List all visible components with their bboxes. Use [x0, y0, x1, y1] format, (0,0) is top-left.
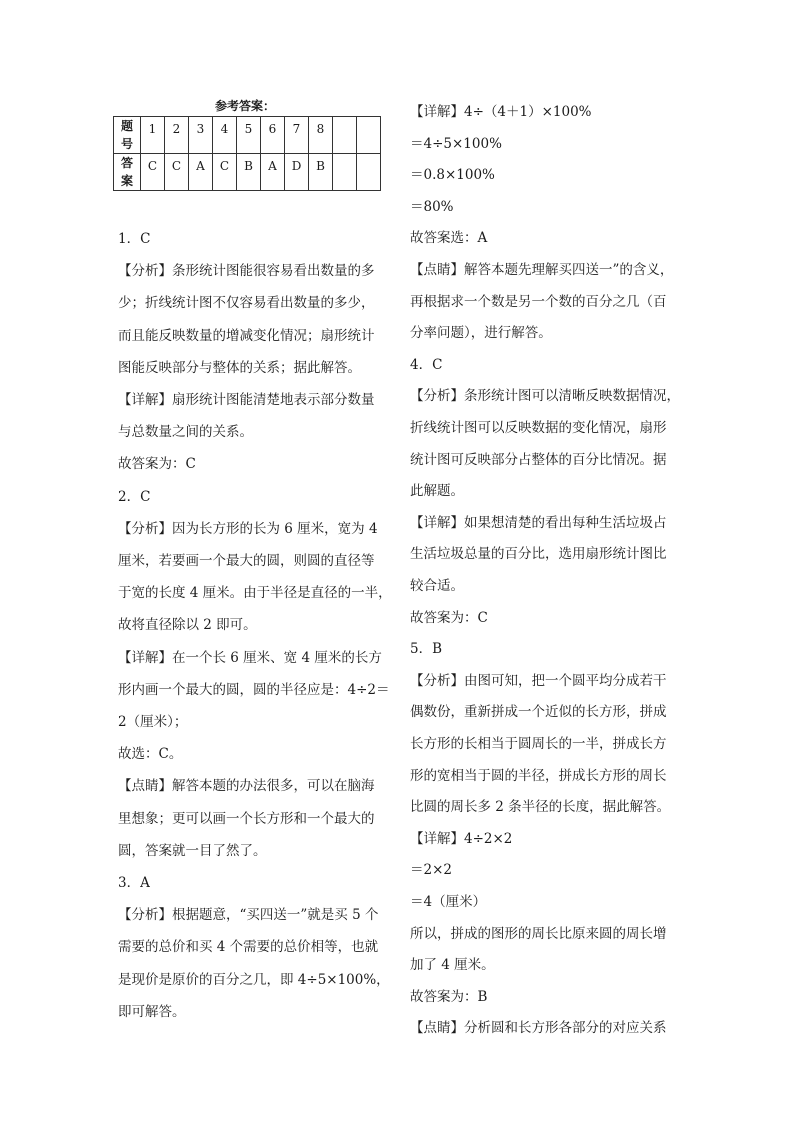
text-line: 故答案为：C	[118, 456, 196, 473]
text-line: 折线统计图可以反映数据的变化情况，扇形	[410, 420, 667, 436]
answer-cell: C	[141, 154, 165, 191]
text-line: 故将直径除以 2 即可。	[118, 617, 257, 634]
text-line: 加了 4 厘米。	[410, 957, 495, 974]
text-line: 故选：C。	[118, 746, 183, 763]
text-line: 【分析】根据题意，“买四送一”就是买 5 个	[118, 907, 379, 924]
answer-cell: C	[213, 154, 237, 191]
answer-cell: A	[189, 154, 213, 191]
text-line: 【详解】4÷2×2	[410, 830, 513, 847]
text-line: 1．C	[118, 231, 151, 247]
text-line: 【详解】扇形统计图能清楚地表示部分数量	[118, 392, 375, 408]
answer-table	[113, 116, 381, 191]
question-number: 7	[285, 117, 309, 154]
text-line: 生活垃圾总量的百分比，选用扇形统计图比	[410, 546, 667, 563]
text-line: 【详解】4÷（4＋1）×100%	[410, 104, 592, 120]
text-line: 【分析】条形统计图可以清晰反映数据情况，	[410, 388, 680, 405]
text-line: ＝4÷5×100%	[410, 135, 502, 152]
text-line: 少；折线统计图不仅容易看出数量的多少，	[118, 295, 375, 312]
text-line: 故答案为：B	[410, 988, 488, 1005]
text-line: ＝4（厘米）	[410, 894, 487, 910]
answer-cell: A	[261, 154, 285, 191]
text-line: 图能反映部分与整体的关系；据此解答。	[118, 359, 361, 376]
question-number	[333, 117, 357, 154]
text-line: 再根据求一个数是另一个数的百分之几（百	[410, 293, 667, 310]
text-line: 【分析】条形统计图能很容易看出数量的多	[118, 263, 375, 280]
question-number: 8	[309, 117, 333, 154]
question-number: 5	[237, 117, 261, 154]
answer-cell: D	[285, 154, 309, 191]
text-line: 即可解答。	[118, 1003, 186, 1020]
question-number-header: 题 号	[114, 117, 141, 154]
text-line: 2．C	[118, 488, 151, 505]
question-number: 1	[141, 117, 165, 154]
text-line: 与总数量之间的关系。	[118, 424, 253, 441]
text-line: 3．A	[118, 875, 150, 891]
text-line: 比圆的周长多 2 条半径的长度，据此解答。	[410, 799, 671, 816]
question-number: 6	[261, 117, 285, 154]
text-line: 故答案选：A	[410, 230, 488, 247]
text-line: 5．B	[410, 641, 443, 658]
answer-cell: C	[165, 154, 189, 191]
answer-row	[114, 154, 381, 191]
question-number-row	[114, 117, 381, 154]
text-line: 偶数份，重新拼成一个近似的长方形，拼成	[410, 704, 667, 721]
answer-cell: B	[309, 154, 333, 191]
text-line: 【详解】在一个长 6 厘米、宽 4 厘米的长方	[118, 649, 382, 666]
text-line: 于宽的长度 4 厘米。由于半径是直径的一半，	[118, 585, 392, 602]
answer-header: 答 案	[114, 154, 141, 191]
question-number	[357, 117, 381, 154]
text-line: 长方形的长相当于圆周长的一半，拼成长方	[410, 736, 667, 752]
text-line: 【点睛】解答本题的办法很多，可以在脑海	[118, 778, 375, 795]
text-line: 需要的总价和买 4 个需要的总价相等，也就	[118, 939, 379, 956]
text-line: 是现价是原价的百分之几，即 4÷5×100%，	[118, 971, 390, 988]
question-number: 2	[165, 117, 189, 154]
text-line: 此解题。	[410, 483, 464, 500]
text-line: 而且能反映数量的增减变化情况；扇形统计	[118, 327, 375, 344]
text-line: 较合适。	[410, 578, 464, 594]
text-line: 统计图可反映部分占整体的百分比情况。据	[410, 451, 667, 468]
text-line: 【点睛】解答本题先理解买四送一”的含义，	[410, 262, 674, 278]
answer-cell	[357, 154, 381, 191]
answer-key-title: 参考答案：	[215, 99, 276, 113]
text-line: 故答案为：C	[410, 609, 488, 626]
text-line: 【分析】因为长方形的长为 6 厘米，宽为 4	[118, 520, 378, 537]
question-number: 3	[189, 117, 213, 154]
text-line: ＝2×2	[410, 862, 452, 879]
text-line: 所以，拼成的图形的周长比原来圆的周长增	[410, 925, 667, 942]
text-line: 【点睛】分析圆和长方形各部分的对应关系	[410, 1020, 667, 1037]
text-line: 4．C	[410, 356, 443, 373]
text-line: 里想象；更可以画一个长方形和一个最大的	[118, 810, 375, 827]
text-line: 【分析】由图可知，把一个圆平均分成若干	[410, 672, 667, 689]
text-line: ＝80%	[410, 198, 454, 215]
answer-cell	[333, 154, 357, 191]
text-line: 【详解】如果想清楚的看出每种生活垃圾占	[410, 514, 667, 531]
text-line: 2（厘米）；	[118, 714, 188, 730]
text-line: 圆，答案就一目了然了。	[118, 842, 267, 859]
question-number: 4	[213, 117, 237, 154]
text-line: ＝0.8×100%	[410, 167, 495, 184]
text-line: 分率问题），进行解答。	[410, 325, 552, 342]
text-line: 厘米，若要画一个最大的圆，则圆的直径等	[118, 553, 375, 569]
text-line: 形的宽相当于圆的半径，拼成长方形的周长	[410, 767, 667, 784]
answer-cell: B	[237, 154, 261, 191]
text-line: 形内画一个最大的圆，圆的半径应是：4÷2＝	[118, 681, 390, 698]
